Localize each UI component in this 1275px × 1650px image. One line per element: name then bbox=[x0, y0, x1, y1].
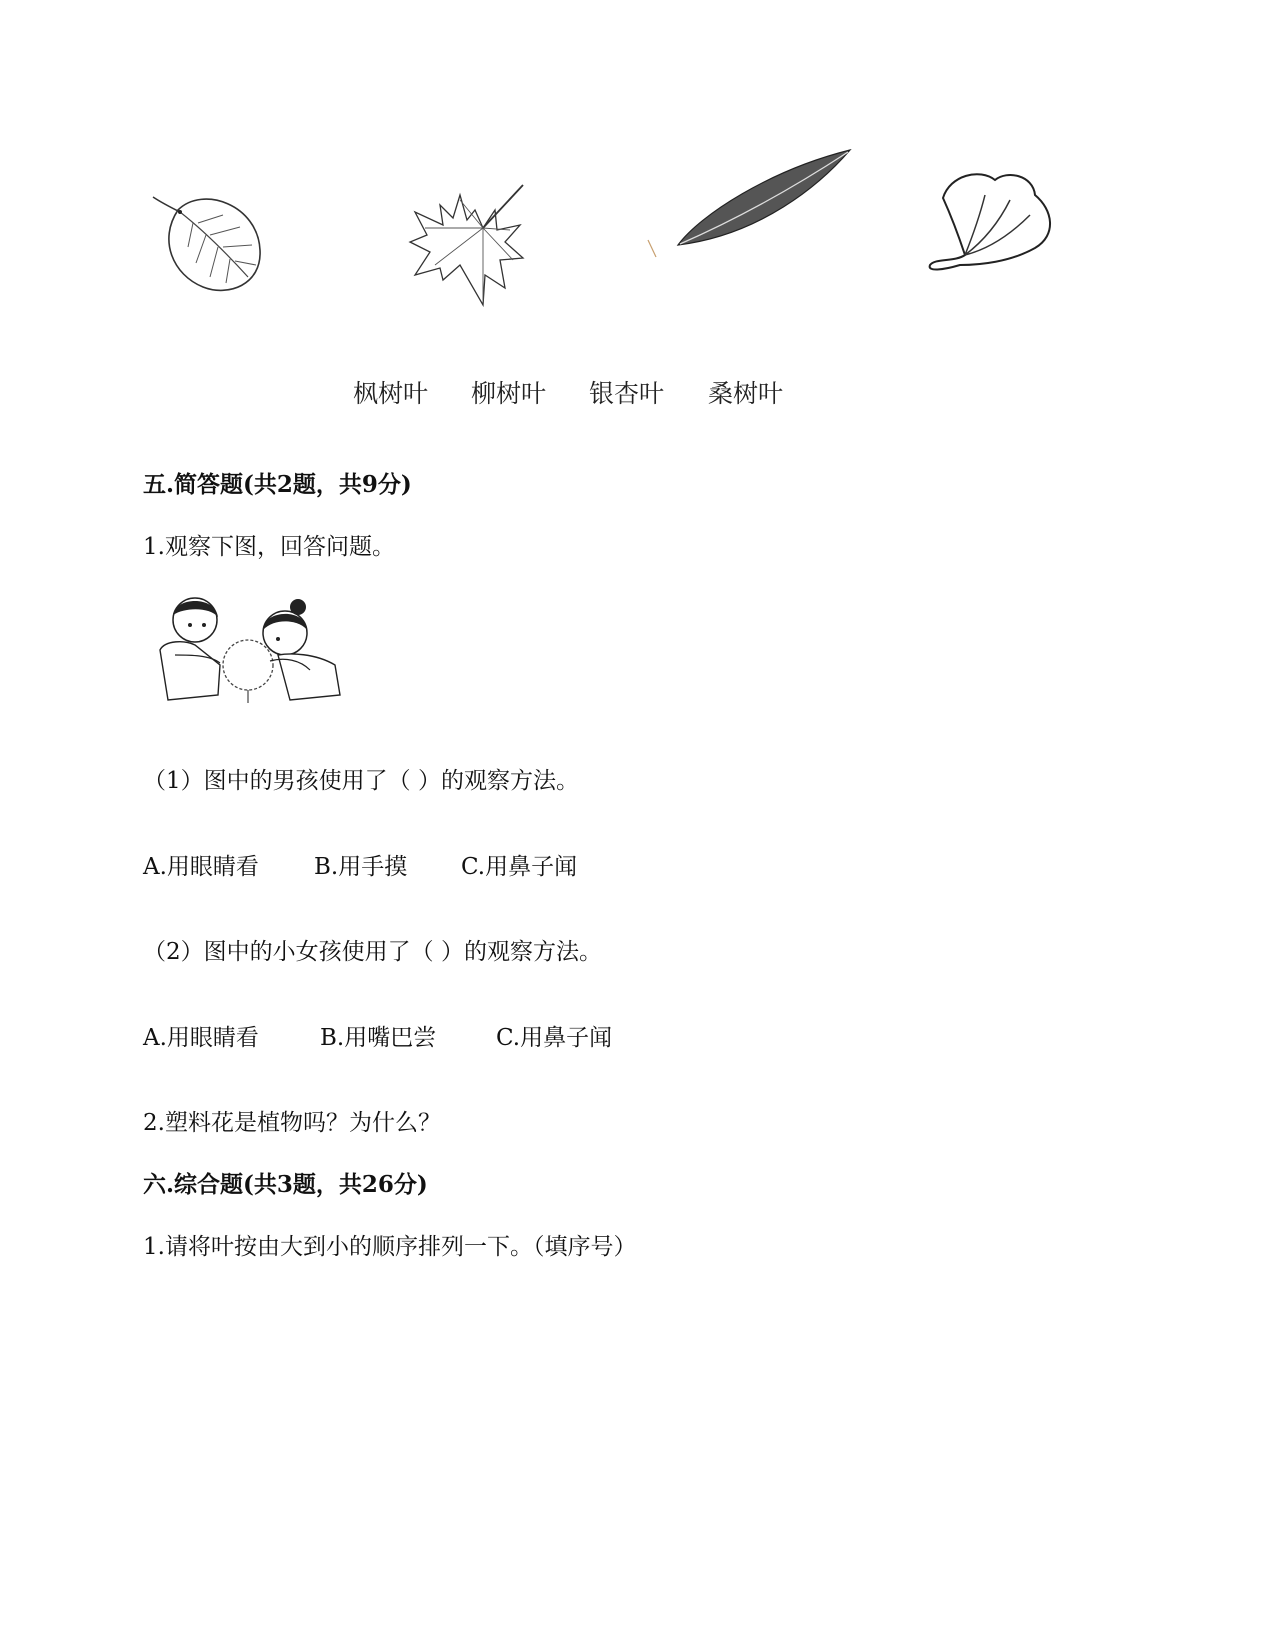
maple-leaf-icon bbox=[405, 180, 535, 310]
section-5-title: 五.简答题(共2题，共9分) bbox=[143, 471, 412, 498]
leaf-label-maple: 枫树叶 bbox=[353, 379, 429, 408]
ginkgo-leaf-icon bbox=[925, 170, 1060, 280]
option-a: A.用眼睛看 bbox=[143, 1025, 259, 1051]
leaf-label-willow: 柳树叶 bbox=[471, 379, 547, 408]
leaf-name-labels bbox=[0, 379, 1275, 432]
question-6-1-stem: 1.请将叶按由大到小的顺序排列一下。（填序号） bbox=[143, 1234, 637, 1260]
question-5-1-sub-1: （1）图中的男孩使用了（ ）的观察方法。 bbox=[143, 768, 579, 794]
willow-leaf-icon bbox=[640, 145, 855, 265]
option-b: B.用手摸 bbox=[314, 854, 408, 880]
question-5-1-stem: 1.观察下图，回答问题。 bbox=[143, 534, 395, 560]
round-serrated-leaf-icon bbox=[148, 185, 268, 300]
leaf-label-mulberry: 桑树叶 bbox=[708, 379, 784, 408]
option-b: B.用嘴巴尝 bbox=[320, 1025, 437, 1051]
section-6-title: 六.综合题(共3题，共26分) bbox=[143, 1171, 428, 1198]
children-observing-flower-icon bbox=[150, 595, 345, 705]
leaf-label-ginkgo: 银杏叶 bbox=[589, 379, 665, 408]
question-5-1-sub-2-options bbox=[0, 1023, 1275, 1055]
option-c: C.用鼻子闻 bbox=[461, 854, 578, 880]
question-5-2-stem: 2.塑料花是植物吗？为什么？ bbox=[143, 1110, 441, 1136]
question-5-1-sub-1-options bbox=[0, 852, 1275, 884]
option-c: C.用鼻子闻 bbox=[496, 1025, 613, 1051]
question-5-1-sub-2: （2）图中的小女孩使用了（ ）的观察方法。 bbox=[143, 939, 602, 965]
option-a: A.用眼睛看 bbox=[143, 854, 259, 880]
